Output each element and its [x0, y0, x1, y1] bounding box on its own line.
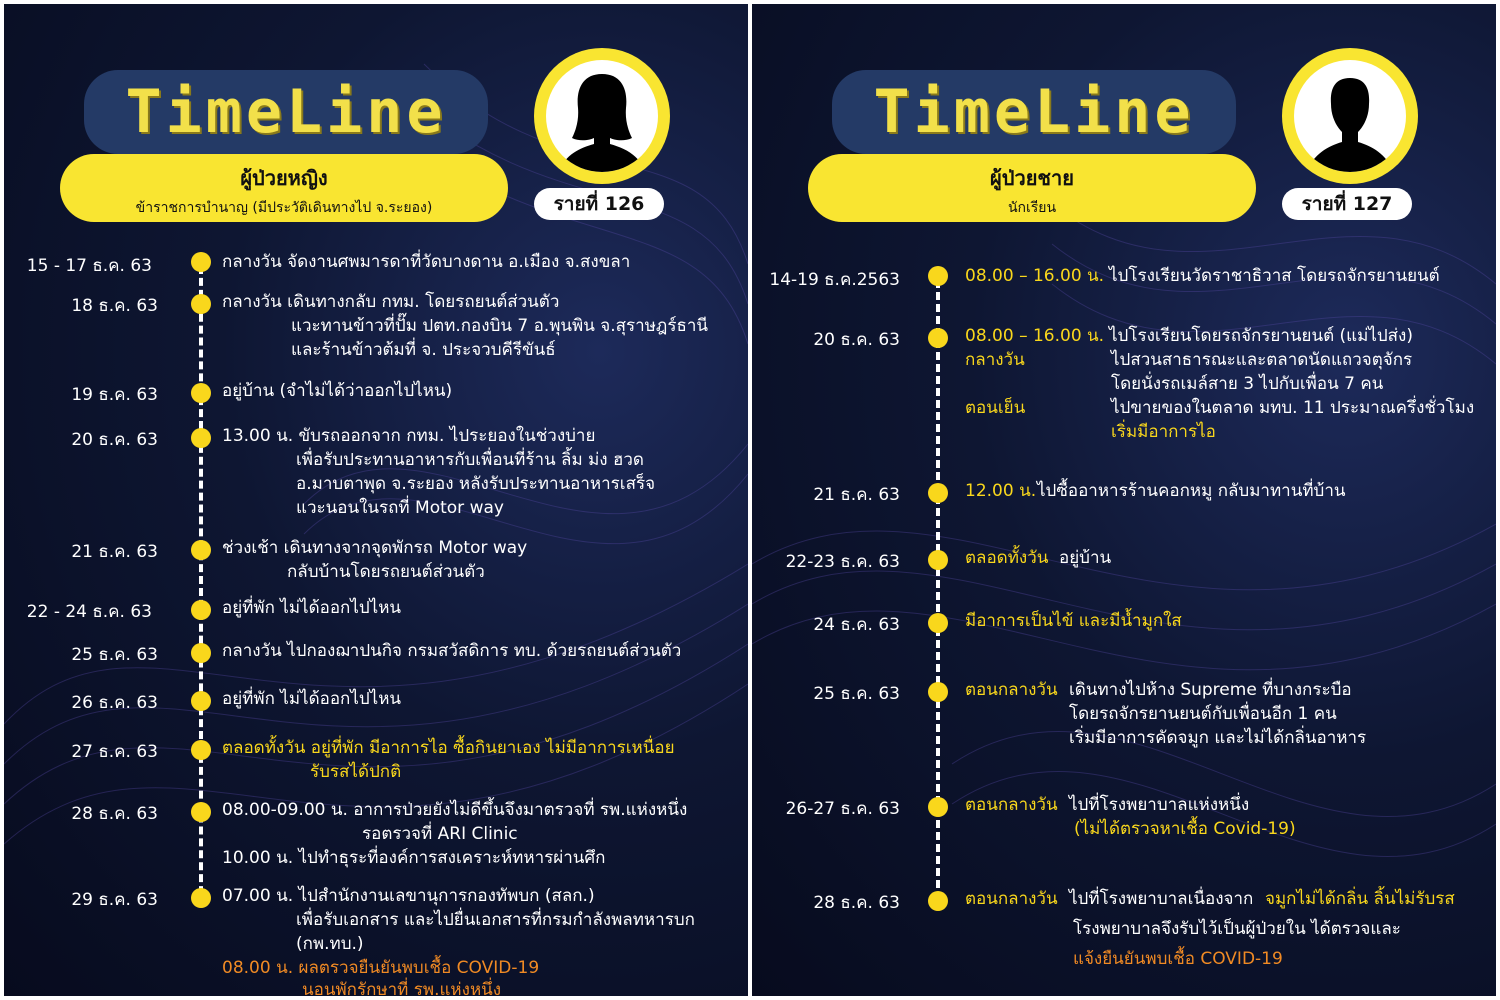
timeline-dot: [191, 252, 211, 272]
page-title: TimeLine: [873, 77, 1195, 147]
timeline-dot: [191, 383, 211, 403]
entry-text: (กพ.ทบ.): [296, 934, 364, 954]
patient-banner: [808, 154, 1256, 222]
entry-text: กลางวัน จัดงานศพมารดาที่วัดบางดาน อ.เมือง จ.สงขลา: [222, 252, 631, 272]
entry-date: 19 ธ.ค. 63: [71, 385, 158, 405]
entry-text: กลางวัน ไปกองฌาปนกิจ กรมสวัสดิการ ทบ. ด้วยรถยนต์ส่วนตัว: [222, 641, 682, 661]
timeline-dot: [191, 802, 211, 822]
entry-date: 29 ธ.ค. 63: [71, 890, 158, 910]
entry-text: เริ่มมีอาการไอ: [1111, 422, 1216, 442]
entry-text: อยู่ที่พัก ไม่ได้ออกไปไหน: [222, 598, 402, 618]
entry-date: 25 ธ.ค. 63: [71, 645, 158, 665]
entry-date: 20 ธ.ค. 63: [813, 330, 900, 350]
entry-text: กลับบ้านโดยรถยนต์ส่วนตัว: [287, 562, 485, 582]
patient-banner: [60, 154, 508, 222]
timeline-dot: [928, 483, 948, 503]
timeline-dot: [191, 540, 211, 560]
entry-text: กลางวัน เดินทางกลับ กทม. โดยรถยนต์ส่วนตัว: [222, 292, 560, 312]
timeline-dot: [191, 691, 211, 711]
entry-text: รับรสได้ปกติ: [310, 762, 402, 782]
entry-date: 14-19 ธ.ค.2563: [769, 270, 900, 290]
timeline-dot: [928, 266, 948, 286]
timeline-panel-case-127: [752, 4, 1496, 996]
entry-date: 20 ธ.ค. 63: [71, 430, 158, 450]
entry-text: ไปที่โรงพยาบาลแห่งหนึ่ง: [1069, 795, 1250, 815]
timeline-dot: [928, 613, 948, 633]
timeline-dot: [191, 740, 211, 760]
entry-text: โรงพยาบาลจึงรับไว้เป็นผู้ป่วยใน ได้ตรวจและ: [1073, 919, 1401, 939]
case-number-badge: รายที่ 126: [534, 188, 664, 220]
entry-text: ไปโรงเรียนโดยรถจักรยานยนต์ (แม่ไปส่ง): [1109, 326, 1413, 346]
avatar: [534, 48, 670, 184]
entry-text: อยู่ที่พัก ไม่ได้ออกไปไหน: [222, 689, 402, 709]
title-box: [832, 70, 1236, 154]
entry-date: 21 ธ.ค. 63: [71, 542, 158, 562]
entry-text: แวะทานข้าวที่ปั๊ม ปตท.กองบิน 7 อ.พุนพิน จ.สุราษฎร์ธานี: [291, 316, 708, 336]
timeline-dot: [928, 682, 948, 702]
entry-text: 10.00 น. ไปทำธุระที่องค์การสงเคราะห์ทหารผ่านศึก: [222, 848, 606, 868]
entry-text: นอนพักรักษาที่ รพ.แห่งหนึ่ง: [302, 980, 502, 996]
entry-date: 21 ธ.ค. 63: [813, 485, 900, 505]
entry-text: โดยรถจักรยานยนต์กับเพื่อนอีก 1 คน: [1069, 704, 1337, 724]
entry-date: 24 ธ.ค. 63: [813, 615, 900, 635]
entry-text: 08.00-09.00 น. อาการป่วยยังไม่ดีขึ้นจึงมาตรวจที่ รพ.แห่งหนึ่ง: [222, 800, 688, 820]
entry-time: ตอนกลางวัน: [965, 795, 1058, 815]
entry-date: 15 - 17 ธ.ค. 63: [26, 256, 152, 276]
entry-date: 28 ธ.ค. 63: [71, 804, 158, 824]
entry-text: ไปซื้ออาหารร้านคอกหมู กลับมาทานที่บ้าน: [1037, 481, 1346, 501]
timeline-dot: [191, 600, 211, 620]
entry-text: ตลอดทั้งวัน อยู่ที่พัก มีอาการไอ ซื้อกินยาเอง ไม่มีอาการเหนื่อย: [222, 738, 675, 758]
timeline-panel-case-126: [4, 4, 748, 996]
entry-date: 26 ธ.ค. 63: [71, 693, 158, 713]
entry-text: จมูกไม่ได้กลิ่น ลิ้นไม่รับรส: [1265, 889, 1455, 909]
page-title: TimeLine: [125, 77, 447, 147]
female-silhouette-icon: [546, 60, 658, 172]
timeline-dot: [928, 797, 948, 817]
entry-text: ช่วงเช้า เดินทางจากจุดพักรถ Motor way: [222, 538, 528, 558]
entry-text: ไปที่โรงพยาบาลเนื่องจาก: [1069, 889, 1254, 909]
patient-title: ผู้ป่วยหญิง: [240, 166, 328, 190]
entry-text: มีอาการเป็นไข้ และมีน้ำมูกใส: [965, 611, 1182, 631]
timeline-dot: [191, 428, 211, 448]
entry-text: อยู่บ้าน: [1059, 548, 1112, 568]
entry-date: 28 ธ.ค. 63: [813, 893, 900, 913]
patient-title: ผู้ป่วยชาย: [990, 166, 1074, 190]
timeline-dot: [928, 328, 948, 348]
timeline-dot: [928, 550, 948, 570]
entry-text: อยู่บ้าน (จำไม่ได้ว่าออกไปไหน): [222, 381, 453, 401]
entry-text: โดยนั่งรถเมล์สาย 3 ไปกับเพื่อน 7 คน: [1111, 374, 1384, 394]
entry-time: ตอนเย็น: [965, 398, 1026, 418]
entry-text: 13.00 น. ขับรถออกจาก กทม. ไประยองในช่วงบ่าย: [222, 426, 596, 446]
entry-text: และร้านข้าวต้มที่ จ. ประจวบคีรีขันธ์: [291, 340, 556, 360]
entry-time: 08.00 – 16.00 น.: [965, 266, 1105, 286]
patient-subtitle: ข้าราชการบำนาญ (มีประวัติเดินทางไป จ.ระยอง): [135, 200, 433, 216]
entry-time: ตอนกลางวัน: [965, 889, 1058, 909]
entry-time: ตลอดทั้งวัน: [965, 548, 1049, 568]
entry-date: 26-27 ธ.ค. 63: [785, 799, 900, 819]
entry-text: 08.00 น. ผลตรวจยืนยันพบเชื้อ COVID-19: [222, 958, 540, 978]
patient-subtitle: นักเรียน: [1007, 200, 1057, 216]
entry-text: (ไม่ได้ตรวจหาเชื้อ Covid-19): [1074, 819, 1296, 839]
case-number-badge: รายที่ 127: [1282, 188, 1412, 220]
entry-text: เพื่อรับเอกสาร และไปยื่นเอกสารที่กรมกำลังพลทหารบก: [296, 910, 695, 930]
entry-text: ไปขายของในตลาด มทบ. 11 ประมาณครึ่งชั่วโมง: [1111, 398, 1475, 418]
entry-time: 08.00 – 16.00 น.: [965, 326, 1105, 346]
entry-date: 22 - 24 ธ.ค. 63: [26, 602, 152, 622]
entry-text: แจ้งยืนยันพบเชื้อ COVID-19: [1073, 949, 1283, 969]
timeline-dot: [191, 294, 211, 314]
entry-text: เริ่มมีอาการคัดจมูก และไม่ได้กลิ่นอาหาร: [1069, 728, 1367, 748]
entry-text: แวะนอนในรถที่ Motor way: [296, 498, 504, 518]
entry-text: รอตรวจที่ ARI Clinic: [362, 824, 518, 844]
entry-date: 27 ธ.ค. 63: [71, 742, 158, 762]
entry-text: ไปโรงเรียนวัดราชาธิวาส โดยรถจักรยานยนต์: [1109, 266, 1440, 286]
entry-time: ตอนกลางวัน: [965, 680, 1058, 700]
avatar: [1282, 48, 1418, 184]
entry-time: กลางวัน: [965, 350, 1025, 370]
timeline-dot: [191, 643, 211, 663]
entry-date: 25 ธ.ค. 63: [813, 684, 900, 704]
entry-date: 22-23 ธ.ค. 63: [785, 552, 900, 572]
entry-time: 12.00 น.: [965, 481, 1037, 501]
entry-text: เพื่อรับประทานอาหารกับเพื่อนที่ร้าน ลิ้ม ม่ง ฮวด: [296, 450, 644, 470]
entry-text: 07.00 น. ไปสำนักงานเลขานุการกองทัพบก (สลก.): [222, 886, 595, 906]
title-box: [84, 70, 488, 154]
entry-text: อ.มาบตาพุด จ.ระยอง หลังรับประทานอาหารเสร็จ: [296, 474, 656, 494]
entry-text: ไปสวนสาธารณะและตลาดนัดแถวจตุจักร: [1111, 350, 1413, 370]
timeline-dot: [191, 888, 211, 908]
timeline-dot: [928, 891, 948, 911]
entry-text: เดินทางไปห้าง Supreme ที่บางกระบือ: [1069, 680, 1352, 700]
male-silhouette-icon: [1294, 60, 1406, 172]
entry-date: 18 ธ.ค. 63: [71, 296, 158, 316]
